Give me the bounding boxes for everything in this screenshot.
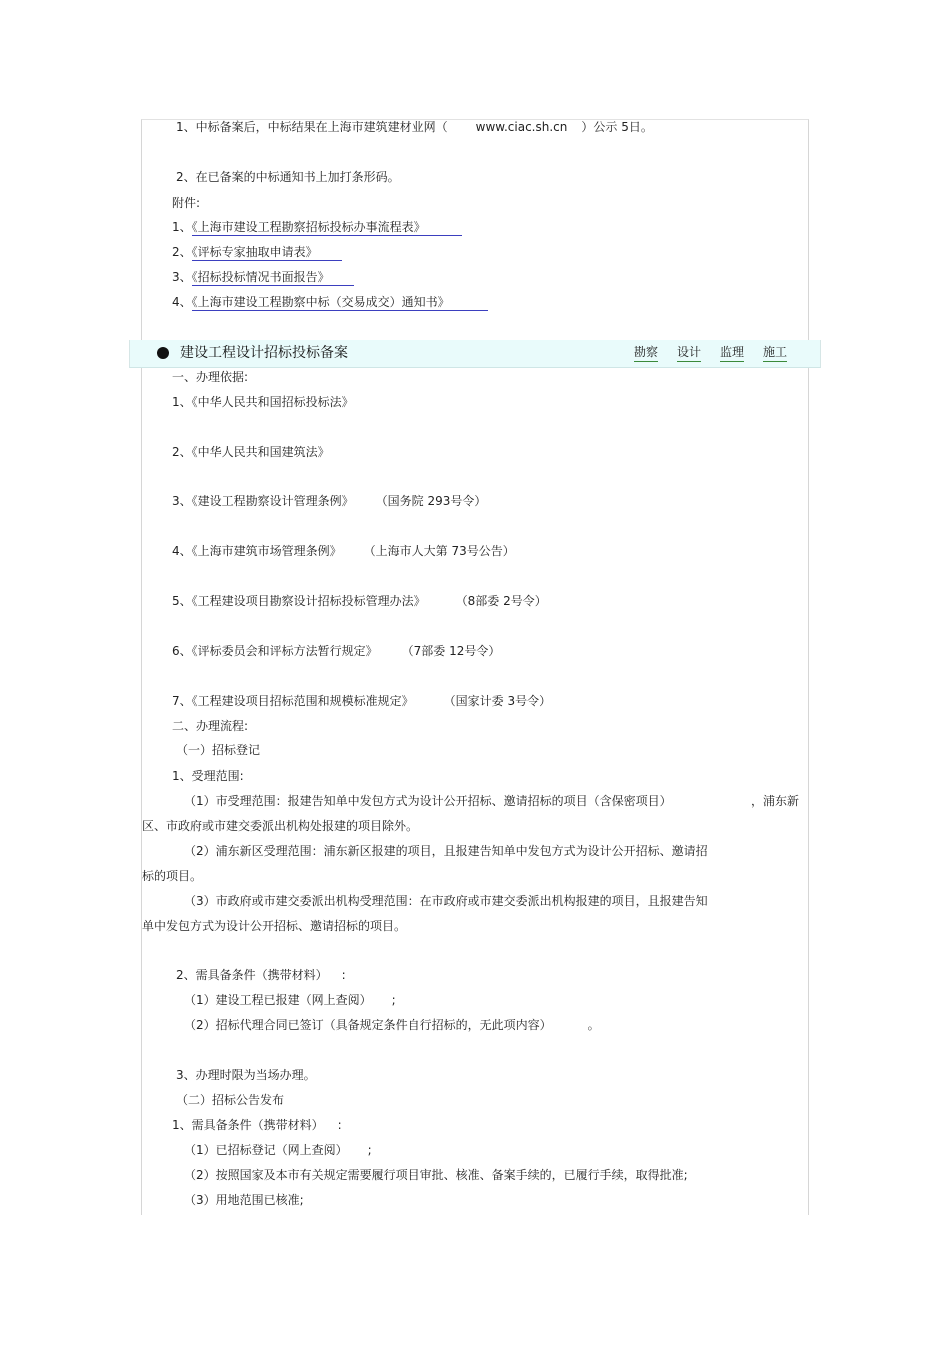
attachment-link[interactable]: 《评标专家抽取申请表》 <box>192 245 342 261</box>
tab-supervision[interactable]: 监理 <box>720 345 744 362</box>
requirement2-item: （2）按照国家及本市有关规定需要履行项目审批、核准、备案手续的，已履行手续，取得批准; <box>184 1168 688 1182</box>
scope-item-text: （1）市受理范围：报建告知单中发包方式为设计公开招标、邀请招标的项目（含保密项目） <box>184 794 672 808</box>
attachment-item <box>172 219 462 235</box>
section-title: 建设工程设计招标投标备案 <box>180 345 348 361</box>
attachment-no: 2、 <box>172 245 192 259</box>
attachment-no: 4、 <box>172 295 192 309</box>
scope-item-text: （2）浦东新区受理范围：浦东新区报建的项目，且报建告知单中发包方式为设计公开招标、邀请招 <box>184 844 708 858</box>
scope-item-text: ，浦东新 <box>751 794 800 808</box>
section-header-bar <box>129 340 821 368</box>
basis-item-title: 6、《评标委员会和评标方法暂行规定》 <box>172 644 378 658</box>
attachment-no: 1、 <box>172 220 192 234</box>
attachment-item <box>172 269 354 285</box>
requirement2-text: （1）已招标登记（网上查阅） <box>184 1143 348 1157</box>
basis-item <box>172 593 547 609</box>
basis-item-title: 4、《上海市建筑市场管理条例》 <box>172 544 342 558</box>
requirement-end: ; <box>391 993 396 1007</box>
basis-item <box>172 394 354 410</box>
requirements2-heading <box>172 1117 342 1133</box>
attachment-no: 3、 <box>172 270 192 284</box>
attachment-link[interactable]: 《招标投标情况书面报告》 <box>192 270 354 286</box>
requirements-heading-text: 2、需具备条件（携带材料） <box>176 968 328 982</box>
basis-item-title: 3、《建设工程勘察设计管理条例》 <box>172 494 354 508</box>
requirement2-item: （3）用地范围已核准; <box>184 1193 304 1207</box>
requirement-item <box>184 992 396 1008</box>
basis-item-note: （国家计委 3号令） <box>443 694 552 708</box>
process-sub-registration: （一）招标登记 <box>176 743 261 757</box>
basis-item-note: （上海市人大第 73号公告） <box>363 544 515 558</box>
attachment-item <box>172 244 342 260</box>
requirement-text: （2）招标代理合同已签订（具备规定条件自行招标的，无此项内容） <box>184 1018 552 1032</box>
attachment-link[interactable]: 《上海市建设工程勘察中标（交易成交）通知书》 <box>192 295 488 311</box>
basis-item-note: （8部委 2号令） <box>455 594 547 608</box>
basis-item-title: 5、《工程建设项目勘察设计招标投标管理办法》 <box>172 594 426 608</box>
result-notice-end: ）公示 5日。 <box>581 120 653 134</box>
requirements2-heading-text: 1、需具备条件（携带材料） <box>172 1118 324 1132</box>
process-heading: 二、办理流程: <box>172 719 249 733</box>
result-notice-text: 1、中标备案后，中标结果在上海市建筑建材业网（ <box>176 120 448 134</box>
scope-item-text: 区、市政府或市建交委派出机构处报建的项目除外。 <box>142 819 419 833</box>
attachment-item <box>172 294 488 310</box>
requirements-colon: : <box>341 968 346 982</box>
basis-item-note: （国务院 293号令） <box>375 494 487 508</box>
scope-item-text: 标的项目。 <box>142 869 203 883</box>
process-sub-announcement: （二）招标公告发布 <box>176 1093 285 1107</box>
basis-item <box>172 543 515 559</box>
requirements-heading <box>176 967 346 983</box>
basis-heading: 一、办理依据: <box>172 370 249 384</box>
requirement-item <box>184 1017 600 1033</box>
requirement2-item <box>184 1142 372 1158</box>
scope-heading: 1、受理范围: <box>172 769 244 783</box>
attachment-link[interactable]: 《上海市建设工程勘察招标投标办事流程表》 <box>192 220 462 236</box>
basis-item <box>172 693 551 709</box>
requirement-text: （1）建设工程已报建（网上查阅） <box>184 993 372 1007</box>
result-notice-line <box>176 119 653 135</box>
basis-item <box>172 493 486 509</box>
ciac-url: www.ciac.sh.cn <box>475 120 568 134</box>
attachments-label: 附件: <box>172 196 201 210</box>
scope-item-text: 单中发包方式为设计公开招标、邀请招标的项目。 <box>142 919 407 933</box>
tab-survey[interactable]: 勘察 <box>634 345 658 362</box>
tab-construction[interactable]: 施工 <box>763 345 787 362</box>
basis-item-title: 7、《工程建设项目招标范围和规模标准规定》 <box>172 694 414 708</box>
tab-design[interactable]: 设计 <box>677 345 701 362</box>
basis-item-title: 2、《中华人民共和国建筑法》 <box>172 445 330 459</box>
time-limit-text: 3、办理时限为当场办理。 <box>176 1068 316 1082</box>
requirement-end: 。 <box>587 1018 600 1032</box>
basis-item-note: （7部委 12号令） <box>401 644 501 658</box>
scope-item-text: （3）市政府或市建交委派出机构受理范围：在市政府或市建交委派出机构报建的项目，且报建告知 <box>184 894 708 908</box>
requirement2-end: ; <box>367 1143 372 1157</box>
basis-item-title: 1、《中华人民共和国招标投标法》 <box>172 395 354 409</box>
bullet-icon <box>157 347 169 359</box>
basis-item <box>172 444 330 460</box>
requirements2-colon: : <box>337 1118 342 1132</box>
barcode-notice: 2、在已备案的中标通知书上加打条形码。 <box>176 170 400 184</box>
basis-item <box>172 643 500 659</box>
